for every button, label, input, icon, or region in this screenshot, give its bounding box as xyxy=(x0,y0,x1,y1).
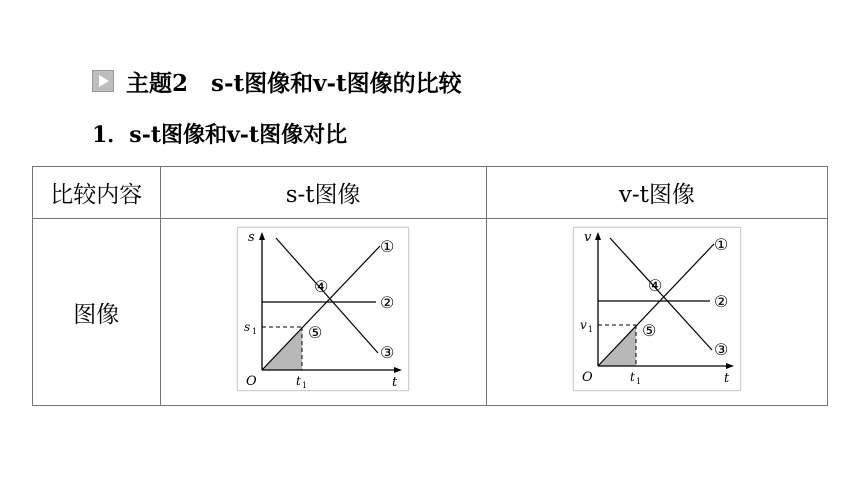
st-x-arrow xyxy=(394,367,402,373)
table-header-row xyxy=(33,167,828,219)
table-row xyxy=(33,219,828,406)
vt-graph xyxy=(574,228,740,390)
row-label-graph: 图像 xyxy=(33,219,161,406)
vt-marker-2: ② xyxy=(713,292,729,311)
st-x-mark-sub: 1 xyxy=(302,381,308,390)
st-x-mark: t xyxy=(296,374,301,388)
st-y-axis-label: s xyxy=(248,230,255,245)
header-compare-content: 比较内容 xyxy=(33,167,161,219)
vt-y-arrow xyxy=(595,232,601,240)
st-graph-cell xyxy=(160,219,486,406)
play-icon xyxy=(92,70,114,92)
comparison-table xyxy=(32,166,828,406)
st-y-mark: s xyxy=(244,320,251,334)
vt-marker-4: ④ xyxy=(647,276,663,295)
st-x-axis-label: t xyxy=(392,375,398,390)
vt-graph-figure xyxy=(573,227,741,391)
st-y-mark-sub: 1 xyxy=(252,327,258,336)
vt-y-axis-label: v xyxy=(583,230,592,245)
vt-y-mark: v xyxy=(579,318,587,332)
vt-line-1 xyxy=(598,244,714,366)
st-graph xyxy=(238,228,408,390)
vt-x-axis-label: t xyxy=(723,371,730,386)
st-graph-figure xyxy=(237,227,409,391)
st-y-arrow xyxy=(259,232,265,240)
header-vt-graph: v-t图像 xyxy=(486,167,827,219)
vt-marker-1: ① xyxy=(713,235,729,254)
vt-graph-cell xyxy=(486,219,827,406)
vt-x-mark: t xyxy=(629,370,635,384)
st-marker-1: ① xyxy=(380,237,395,256)
header-st-graph: s-t图像 xyxy=(160,167,486,219)
vt-origin-label: O xyxy=(581,370,593,385)
section-heading xyxy=(92,66,462,96)
vt-marker-5: ⑤ xyxy=(641,321,657,340)
vt-y-mark-sub: 1 xyxy=(587,325,593,334)
section-title: 主题2 s-t图像和v-t图像的比较 xyxy=(126,69,462,97)
vt-x-arrow xyxy=(726,363,734,369)
st-marker-5: ⑤ xyxy=(308,323,323,342)
subsection-title: 1．s-t图像和v-t图像对比 xyxy=(92,122,348,148)
st-line-1 xyxy=(262,246,380,370)
st-origin-label: O xyxy=(246,374,257,389)
st-marker-2: ② xyxy=(380,293,395,312)
st-marker-3: ③ xyxy=(380,343,395,362)
vt-marker-3: ③ xyxy=(713,340,729,359)
vt-x-mark-sub: 1 xyxy=(635,377,641,386)
st-marker-4: ④ xyxy=(314,277,329,296)
